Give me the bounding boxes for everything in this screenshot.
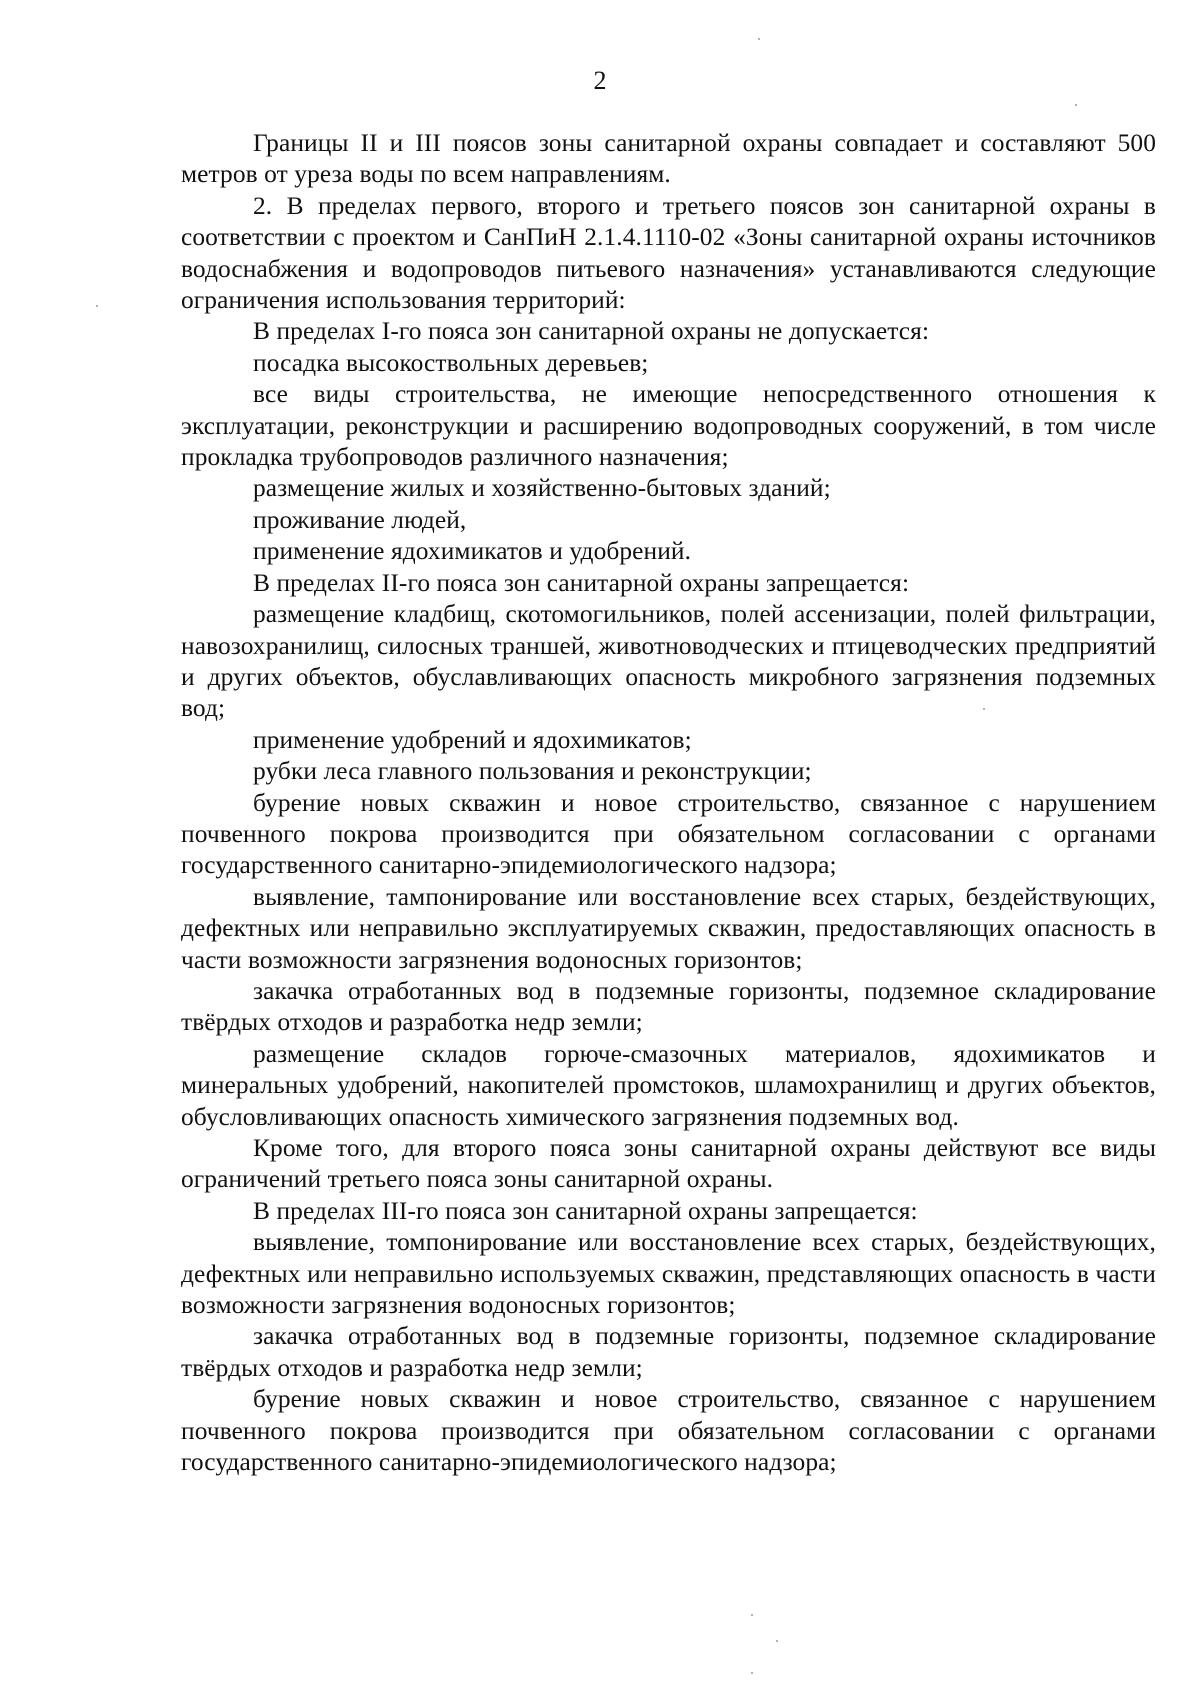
heading-zone-3: В пределах III-го пояса зон санитарной охраны запрещается: xyxy=(253,1196,918,1225)
list-item: размещение складов горюче-смазочных материалов, ядохимикатов и минеральных удобрений, накопителей промстоков, шламохранилищ и других объектов, обусловливающих опасность химического загрязнения подземных вод. xyxy=(181,1039,1156,1131)
document-body xyxy=(181,128,1156,1478)
paragraph-restrictions-intro: 2. В пределах первого, второго и третьего поясов зон санитарной охраны в соответствии с проектом и СанПиН 2.1.4.1110-02 «Зоны санитарной охраны источников водоснабжения и водопроводов питьевого назначения» устанавливаются следующие ограничения использования территорий: xyxy=(181,191,1156,315)
list-item: закачка отработанных вод в подземные горизонты, подземное складирование твёрдых отходов и разработка недр земли; xyxy=(181,1322,1156,1382)
heading-zone-2: В пределах II-го пояса зон санитарной охраны запрещается: xyxy=(253,568,910,597)
list-item: посадка высокоствольных деревьев; xyxy=(253,348,649,377)
list-item: бурение новых скважин и новое строительство, связанное с нарушением почвенного покрова производится при обязательном согласовании с органами государственного санитарно-эпидемиологического надзора; xyxy=(181,1385,1156,1477)
list-item: размещение кладбищ, скотомогильников, полей ассенизации, полей фильтрации, навозохранилищ, силосных траншей, животноводческих и птицеводческих предприятий и других объектов, обуславливающих опасность микробного загрязнения подземных вод; xyxy=(181,600,1156,723)
list-item: рубки леса главного пользования и реконструкции; xyxy=(253,757,812,786)
list-item: все виды строительства, не имеющие непосредственного отношения к эксплуатации, реконструкции и расширению водопроводных сооружений, в том числе прокладка трубопроводов различного назначения; xyxy=(181,380,1156,472)
paragraph-zone-2-note: Кроме того, для второго пояса зоны санитарной охраны действуют все виды ограничений третьего пояса зоны санитарной охраны. xyxy=(181,1134,1156,1194)
scan-speck xyxy=(758,38,760,40)
paragraph-zone-borders: Границы II и III поясов зоны санитарной охраны совпадает и составляют 500 метров от уреза воды по всем направлениям. xyxy=(181,129,1156,189)
list-item: применение удобрений и ядохимикатов; xyxy=(253,725,692,754)
list-item: выявление, тампонирование или восстановление всех старых, бездействующих, дефектных или неправильно эксплуатируемых скважин, предоставляющих опасность в части возможности загрязнения водоносных горизонтов; xyxy=(181,882,1156,974)
list-item: применение ядохимикатов и удобрений. xyxy=(253,537,692,566)
scan-speck xyxy=(1075,104,1077,106)
scan-speck xyxy=(776,1640,778,1642)
list-item: выявление, томпонирование или восстановление всех старых, бездействующих, дефектных или неправильно используемых скважин, представляющих опасность в части возможности загрязнения водоносных горизонтов; xyxy=(181,1228,1156,1320)
list-item: проживание людей, xyxy=(253,505,467,534)
scan-speck xyxy=(751,1672,753,1674)
list-item: бурение новых скважин и новое строительство, связанное с нарушением почвенного покрова производится при обязательном согласовании с органами государственного санитарно-эпидемиологического надзора; xyxy=(181,788,1156,880)
list-item: закачка отработанных вод в подземные горизонты, подземное складирование твёрдых отходов и разработка недр земли; xyxy=(181,976,1156,1037)
list-item: размещение жилых и хозяйственно-бытовых зданий; xyxy=(253,474,831,503)
scan-speck xyxy=(983,708,985,710)
scan-speck xyxy=(751,1614,753,1616)
heading-zone-1: В пределах I-го пояса зон санитарной охраны не допускается: xyxy=(253,317,930,346)
page-number: 2 xyxy=(593,66,607,95)
scan-speck xyxy=(96,305,98,307)
